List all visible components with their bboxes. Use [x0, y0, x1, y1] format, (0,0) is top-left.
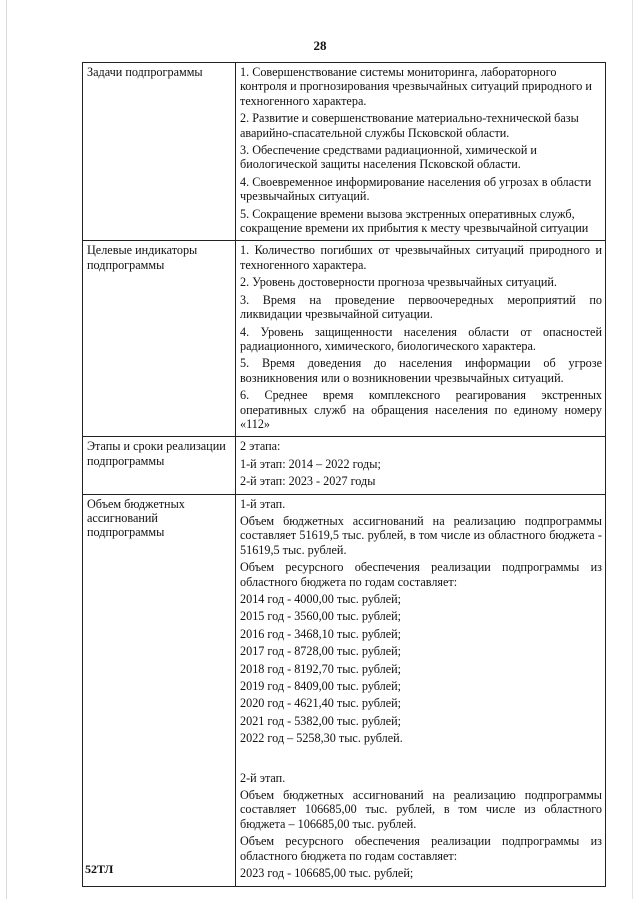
row-content [236, 241, 606, 437]
indicator-item: 5. Время доведения до населения информации об угрозе возникновения или о возникновении чрезвычайных ситуаций. [240, 356, 602, 385]
budget-year-line: 2020 год - 4621,40 тыс. рублей; [240, 696, 402, 711]
stage-line: 1-й этап: 2014 – 2022 годы; [240, 456, 381, 471]
row-content [236, 437, 606, 494]
footer-code: 52ТЛ [85, 862, 114, 876]
scan-edge-left [6, 0, 7, 899]
indicator-item: 3. Время на проведение первоочередных мероприятий по ликвидации чрезвычайной ситуации. [240, 292, 602, 322]
task-item: 3. Обеспечение средствами радиационной, химической и биологической защиты населения Псковской области. [240, 143, 537, 172]
row-label: Целевые индикаторы подпрограммы [83, 241, 236, 437]
budget-year-line: 2016 год - 3468,10 тыс. рублей; [240, 626, 402, 641]
task-item: 5. Сокращение времени вызова экстренных оперативных служб, сокращение времени их прибытия к месту чрезвычайной ситуации [240, 206, 589, 236]
stage1-intro: Объем ресурсного обеспечения реализации подпрограммы из областного бюджета по годам составляет: [240, 560, 602, 589]
indicator-item: 2. Уровень достоверности прогноза чрезвычайных ситуаций. [240, 275, 557, 290]
table-row-budget [83, 494, 606, 886]
task-item: 2. Развитие и совершенствование материально-технической базы аварийно-спасательной службы Псковской области. [240, 111, 579, 140]
budget-year-line: 2021 год - 5382,00 тыс. рублей; [240, 713, 402, 728]
task-item: 1. Совершенствование системы мониторинга, лабораторного контроля и прогнозирования чрезвычайных ситуаций природного и техногенного характера. [240, 65, 592, 108]
row-label: Этапы и сроки реализации подпрограммы [83, 437, 236, 494]
indicator-item: 6. Среднее время комплексного реагирования экстренных оперативных служб на обращения населения по единому номеру «112» [240, 388, 602, 431]
budget-year-line: 2022 год – 5258,30 тыс. рублей. [240, 731, 403, 746]
row-content [236, 494, 606, 886]
indicator-item: 4. Уровень защищенности населения области от опасностей радиационного, химического, биологического характера. [240, 324, 602, 353]
table-row-indicators [83, 241, 606, 437]
task-item: 4. Своевременное информирование населения об угрозах в области чрезвычайных ситуаций. [240, 174, 592, 204]
stage-line: 2 этапа: [240, 439, 281, 454]
row-label: Объем бюджетных ассигнований подпрограммы [83, 494, 236, 886]
budget-year-line: 2014 год - 4000,00 тыс. рублей; [240, 592, 402, 606]
budget-year-line: 2015 год - 3560,00 тыс. рублей; [240, 609, 402, 624]
stage2-total: Объем бюджетных ассигнований на реализацию подпрограммы составляет 106685,00 тыс. рублей, в том числе из областного бюджета – 106685,00 тыс. рублей. [240, 788, 602, 831]
table-row-tasks [83, 63, 606, 241]
spacer [240, 749, 602, 771]
budget-year-line: 2018 год - 8192,70 тыс. рублей; [240, 661, 402, 676]
scan-edge-right [632, 0, 633, 899]
row-label: Задачи подпрограммы [83, 63, 236, 241]
table-row-stages [83, 437, 606, 494]
stage2-intro: Объем ресурсного обеспечения реализации подпрограммы из областного бюджета по годам составляет: [240, 834, 602, 863]
stage-line: 2-й этап: 2023 - 2027 годы [240, 474, 376, 489]
passport-table [82, 62, 606, 887]
indicator-item: 1. Количество погибших от чрезвычайных ситуаций природного и техногенного характера. [240, 243, 602, 272]
row-content [236, 63, 606, 241]
stage1-total: Объем бюджетных ассигнований на реализацию подпрограммы составляет 51619,5 тыс. рублей, в том числе из областного бюджета - 51619,5 тыс. рублей. [240, 513, 602, 557]
page-number: 28 [313, 38, 327, 53]
stage1-title: 1-й этап. [240, 496, 286, 511]
budget-year-line: 2017 год - 8728,00 тыс. рублей; [240, 644, 402, 659]
budget-year-line: 2019 год - 8409,00 тыс. рублей; [240, 679, 402, 694]
stage2-title: 2-й этап. [240, 770, 286, 785]
budget-year-line: 2023 год - 106685,00 тыс. рублей; [240, 866, 414, 881]
